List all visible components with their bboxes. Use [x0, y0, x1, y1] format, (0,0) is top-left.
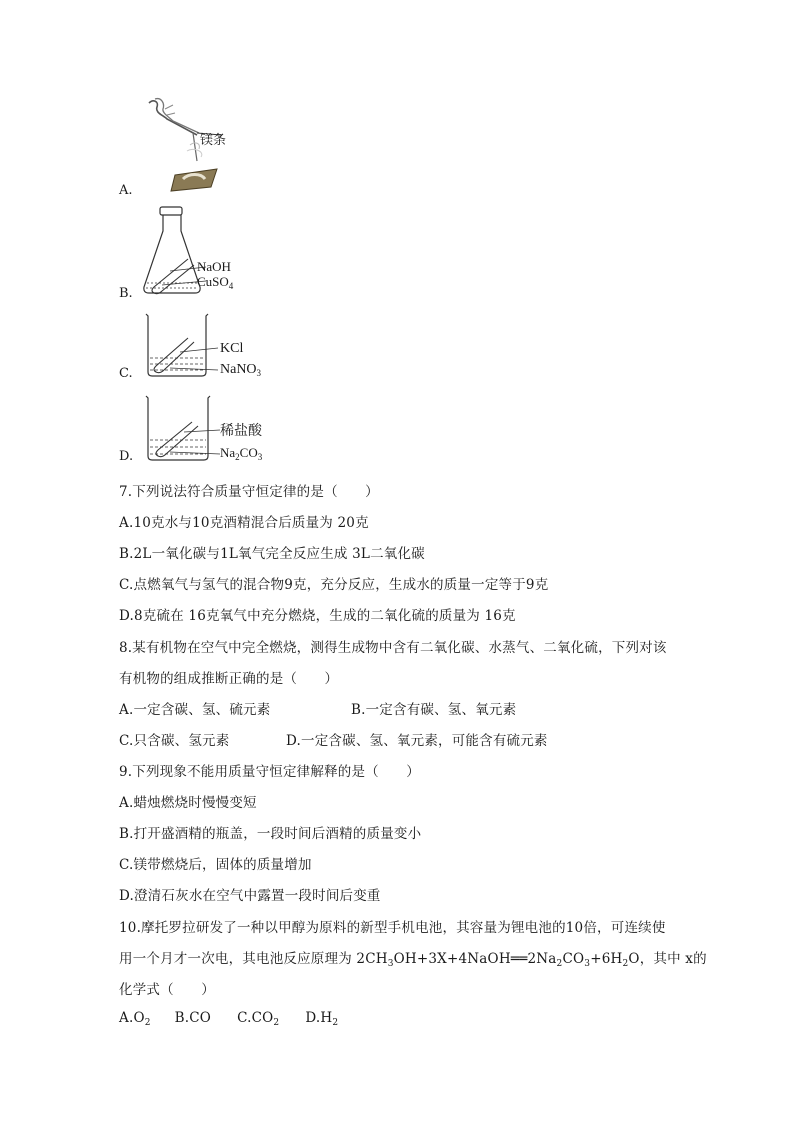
q8-option-d: D.一定含碳、氢、氧元素，可能含有硫元素	[286, 733, 548, 749]
q10-choice-d: $D.H_2$	[305, 1010, 339, 1028]
q10-stem-line3: 化学式（ ）	[119, 982, 215, 998]
option-c-letter: C.	[119, 366, 133, 381]
beaker-c-figure	[140, 310, 220, 380]
q8-stem-line1: 8.某有机物在空气中完全燃烧，测得生成物中含有二氧化碳、水蒸气、二氧化硫，下列对该	[119, 640, 667, 656]
option-d-letter: D.	[119, 449, 134, 464]
q10-stem-line2: 用一个月才一次电，其电池反应原理为 $2CH_3OH+3X+4NaOH══2Na_2CO_3+6H_2O$，其中 x的	[119, 951, 707, 969]
q8-option-a: A.一定含碳、氢、硫元素	[119, 702, 271, 718]
q8-option-b: B.一定含有碳、氢、氧元素	[351, 702, 517, 718]
q7-stem: 7.下列说法符合质量守恒定律的是（ ）	[119, 484, 379, 500]
q9-option-c: C.镁带燃烧后，固体的质量增加	[119, 857, 312, 873]
q8-option-c: C.只含碳、氢元素	[119, 733, 230, 749]
q10-choices	[119, 1010, 338, 1026]
q9-option-a: A.蜡烛燃烧时慢慢变短	[119, 795, 257, 811]
nano3-label: NaNO$_3$	[220, 362, 262, 378]
na2co3-label: $Na_2CO_3$	[220, 445, 263, 462]
beaker-d-figure	[142, 392, 222, 464]
q9-stem: 9.下列现象不能用质量守恒定律解释的是（ ）	[119, 764, 420, 780]
q7-option-a: A.10克水与10克酒精混合后质量为 20克	[119, 515, 369, 531]
q7-option-d: D.8克硫在 16克氧气中充分燃烧，生成的二氧化硫的质量为 16克	[119, 608, 516, 624]
magnesium-label: 镁条	[200, 132, 227, 147]
cuso4-label: CuSO$_4$	[197, 274, 234, 291]
q9-option-b: B.打开盛酒精的瓶盖，一段时间后酒精的质量变小	[119, 826, 422, 842]
option-a-letter: A.	[119, 183, 133, 198]
q10-choice-b: B.CO	[174, 1010, 212, 1026]
kcl-label: KCl	[220, 341, 244, 356]
q8-stem-line2: 有机物的组成推断正确的是（ ）	[119, 671, 339, 687]
magnesium-burning-figure	[135, 95, 255, 195]
naoh-label: NaOH	[197, 259, 231, 274]
q7-option-b: B.2L一氧化碳与1L氧气完全反应生成 3L二氧化碳	[119, 546, 425, 562]
q9-option-d: D.澄清石灰水在空气中露置一段时间后变重	[119, 888, 381, 904]
hcl-label: 稀盐酸	[220, 424, 262, 439]
option-b-letter: B.	[119, 286, 133, 301]
q10-choice-a: $A.O_2$	[119, 1010, 151, 1028]
q7-option-c: C.点燃氧气与氢气的混合物9克，充分反应，生成水的质量一定等于9克	[119, 577, 549, 593]
reaction-equation: $2CH_3OH+3X+4NaOH══2Na_2CO_3+6H_2O$	[356, 951, 640, 969]
q10-stem-line1: 10.摩托罗拉研发了一种以甲醇为原料的新型手机电池，其容量为锂电池的10倍，可连续使	[119, 920, 666, 936]
q10-choice-c: $C.CO_2$	[237, 1010, 280, 1028]
